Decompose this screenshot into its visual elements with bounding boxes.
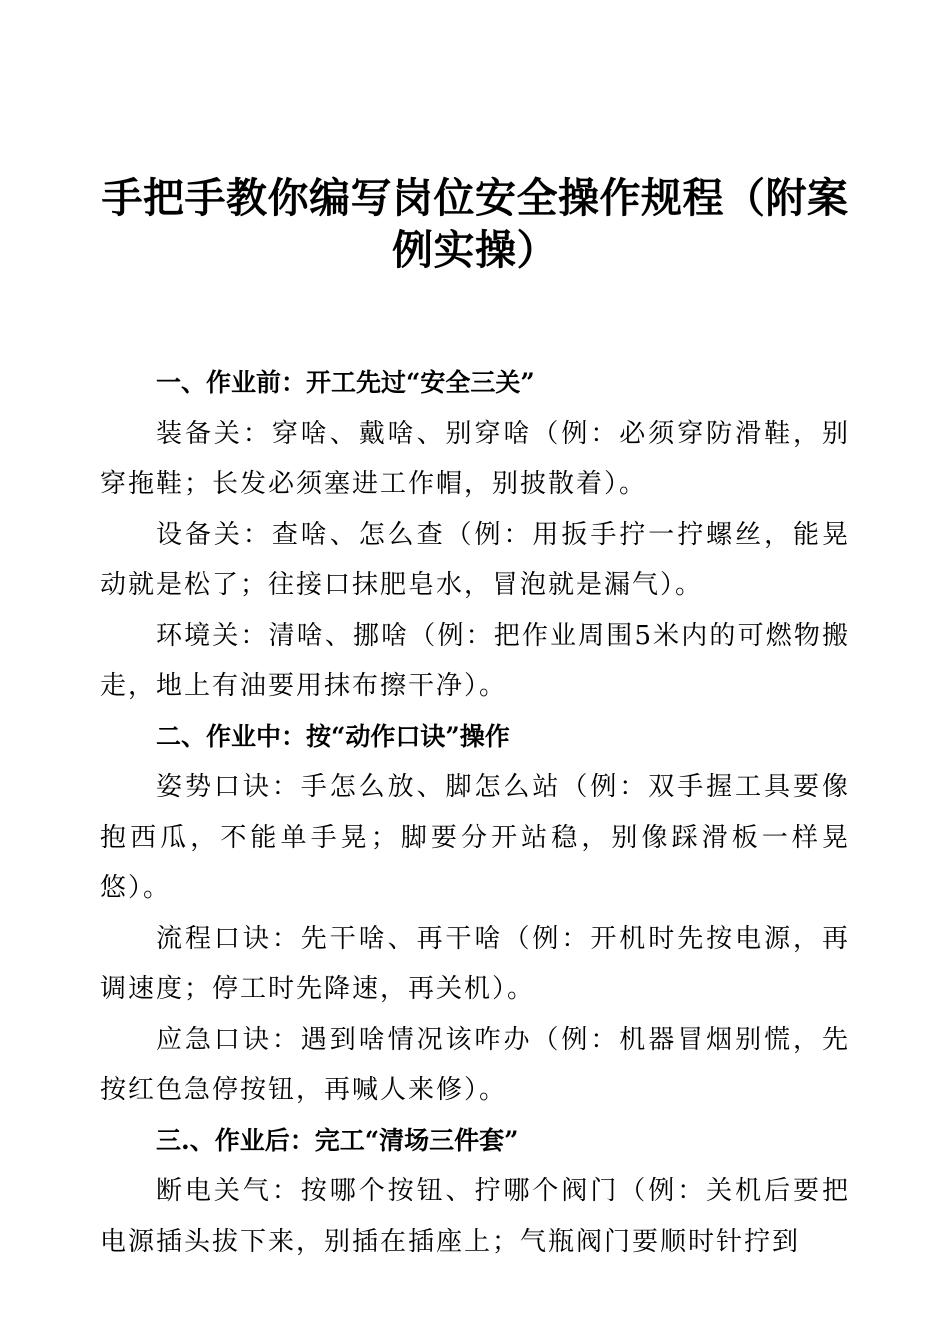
paragraph-process-rhyme: 流程口诀：先干啥、再干啥（例：开机时先按电源，再调速度；停工时先降速，再关机）。: [100, 923, 850, 1004]
paragraph-posture-rhyme: 姿势口诀：手怎么放、脚怎么站（例：双手握工具要像抱西瓜，不能单手晃；脚要分开站稳，别像踩滑板一样晃悠）。: [100, 772, 850, 903]
section-heading: 二、作业中：按“动作口诀”操作: [156, 721, 510, 751]
section-after-work: [100, 1116, 850, 1268]
paragraph-power-gas-off: 断电关气：按哪个按钮、拧哪个阀门（例：关机后要把电源插头拔下来，别插在插座上；气瓶阀门要顺时针拧到: [100, 1176, 850, 1257]
section-before-work: [100, 358, 850, 712]
document-body: [100, 358, 850, 1267]
paragraph-device-check: 设备关：查啥、怎么查（例：用扳手拧一拧螺丝，能晃动就是松了；往接口抹肥皂水，冒泡就是漏气）。: [100, 519, 850, 600]
section-heading: 三.、作业后：完工“清场三件套”: [156, 1125, 519, 1155]
section-heading: 一、作业前：开工先过“安全三关”: [156, 368, 535, 397]
document-title: 手把手教你编写岗位安全操作规程（附案例实操）: [101, 174, 849, 274]
paragraph-equipment-check: 装备关：穿啥、戴啥、别穿啥（例：必须穿防滑鞋，别穿拖鞋；长发必须塞进工作帽，别披散着）。: [100, 418, 850, 499]
paragraph-emergency-rhyme: 应急口诀：遇到啥情况该咋办（例：机器冒烟别慌，先按红色急停按钮，再喊人来修）。: [100, 1024, 850, 1105]
section-during-work: [100, 712, 850, 1116]
paragraph-environment-check: 环境关：清啥、挪啥（例：把作业周围5米内的可燃物搬走，地上有油要用抹布擦干净）。: [100, 620, 850, 701]
